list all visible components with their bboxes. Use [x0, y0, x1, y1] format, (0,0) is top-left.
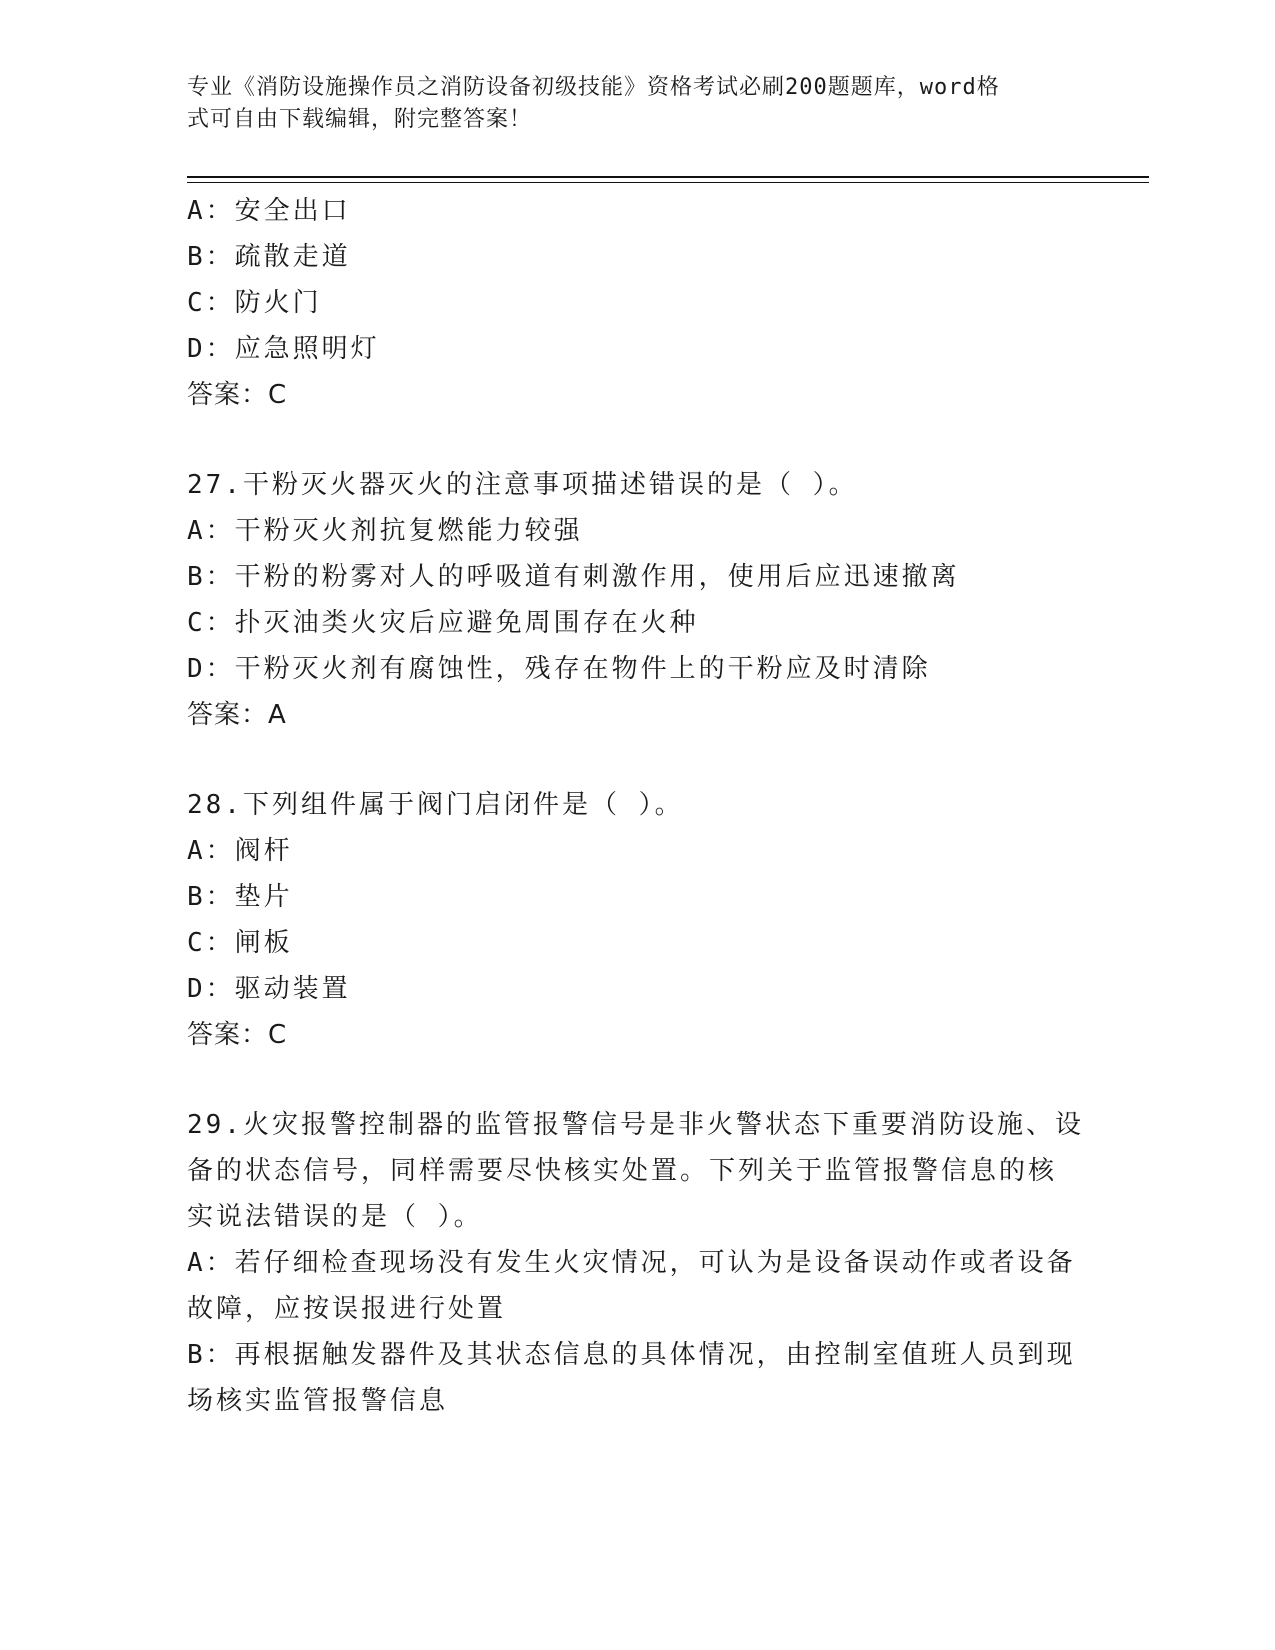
option-c: C：防火门: [187, 288, 322, 318]
header-divider-thin: [187, 182, 1149, 183]
question-stem-line-1: 29.火灾报警控制器的监管报警信号是非火警状态下重要消防设施、设: [187, 1110, 1084, 1140]
spacer: [187, 1058, 1087, 1102]
question-stem: 28.下列组件属于阀门启闭件是（ ）。: [187, 790, 684, 820]
answer-line: 答案：C: [187, 380, 288, 410]
option-a-line-2: 故障，应按误报进行处置: [187, 1294, 507, 1324]
spacer: [187, 738, 1087, 782]
document-header: [187, 72, 1067, 136]
option-d: D：驱动装置: [187, 974, 351, 1004]
option-a: A：阀杆: [187, 836, 293, 866]
spacer: [187, 418, 1087, 462]
option-c: C：闸板: [187, 928, 293, 958]
option-b: B：疏散走道: [187, 242, 351, 272]
option-b: B：垫片: [187, 882, 293, 912]
question-26: [187, 188, 1087, 418]
option-a-line-1: A：若仔细检查现场没有发生火灾情况，可认为是设备误动作或者设备: [187, 1248, 1076, 1278]
question-27: [187, 462, 1087, 738]
answer-line: 答案：A: [187, 700, 287, 730]
option-a: A：安全出口: [187, 196, 351, 226]
question-stem-line-3: 实说法错误的是（ ）。: [187, 1202, 483, 1232]
question-29: [187, 1102, 1087, 1424]
header-divider-thick: [187, 176, 1149, 178]
option-c: C：扑灭油类火灾后应避免周围存在火种: [187, 608, 699, 638]
question-28: [187, 782, 1087, 1058]
answer-line: 答案：C: [187, 1020, 288, 1050]
option-d: D：干粉灭火剂有腐蚀性，残存在物件上的干粉应及时清除: [187, 654, 931, 684]
header-line-1: 专业《消防设施操作员之消防设备初级技能》资格考试必刷200题题库，word格: [187, 75, 1000, 100]
header-line-2: 式可自由下载编辑，附完整答案！: [187, 107, 533, 132]
option-a: A：干粉灭火剂抗复燃能力较强: [187, 516, 583, 546]
option-d: D：应急照明灯: [187, 334, 380, 364]
option-b-line-2: 场核实监管报警信息: [187, 1386, 449, 1416]
question-stem: 27.干粉灭火器灭火的注意事项描述错误的是（ ）。: [187, 470, 858, 500]
option-b: B：干粉的粉雾对人的呼吸道有刺激作用，使用后应迅速撤离: [187, 562, 960, 592]
question-stem-line-2: 备的状态信号，同样需要尽快核实处置。下列关于监管报警信息的核: [187, 1156, 1058, 1186]
question-list: [187, 188, 1087, 1424]
option-b-line-1: B：再根据触发器件及其状态信息的具体情况，由控制室值班人员到现: [187, 1340, 1076, 1370]
